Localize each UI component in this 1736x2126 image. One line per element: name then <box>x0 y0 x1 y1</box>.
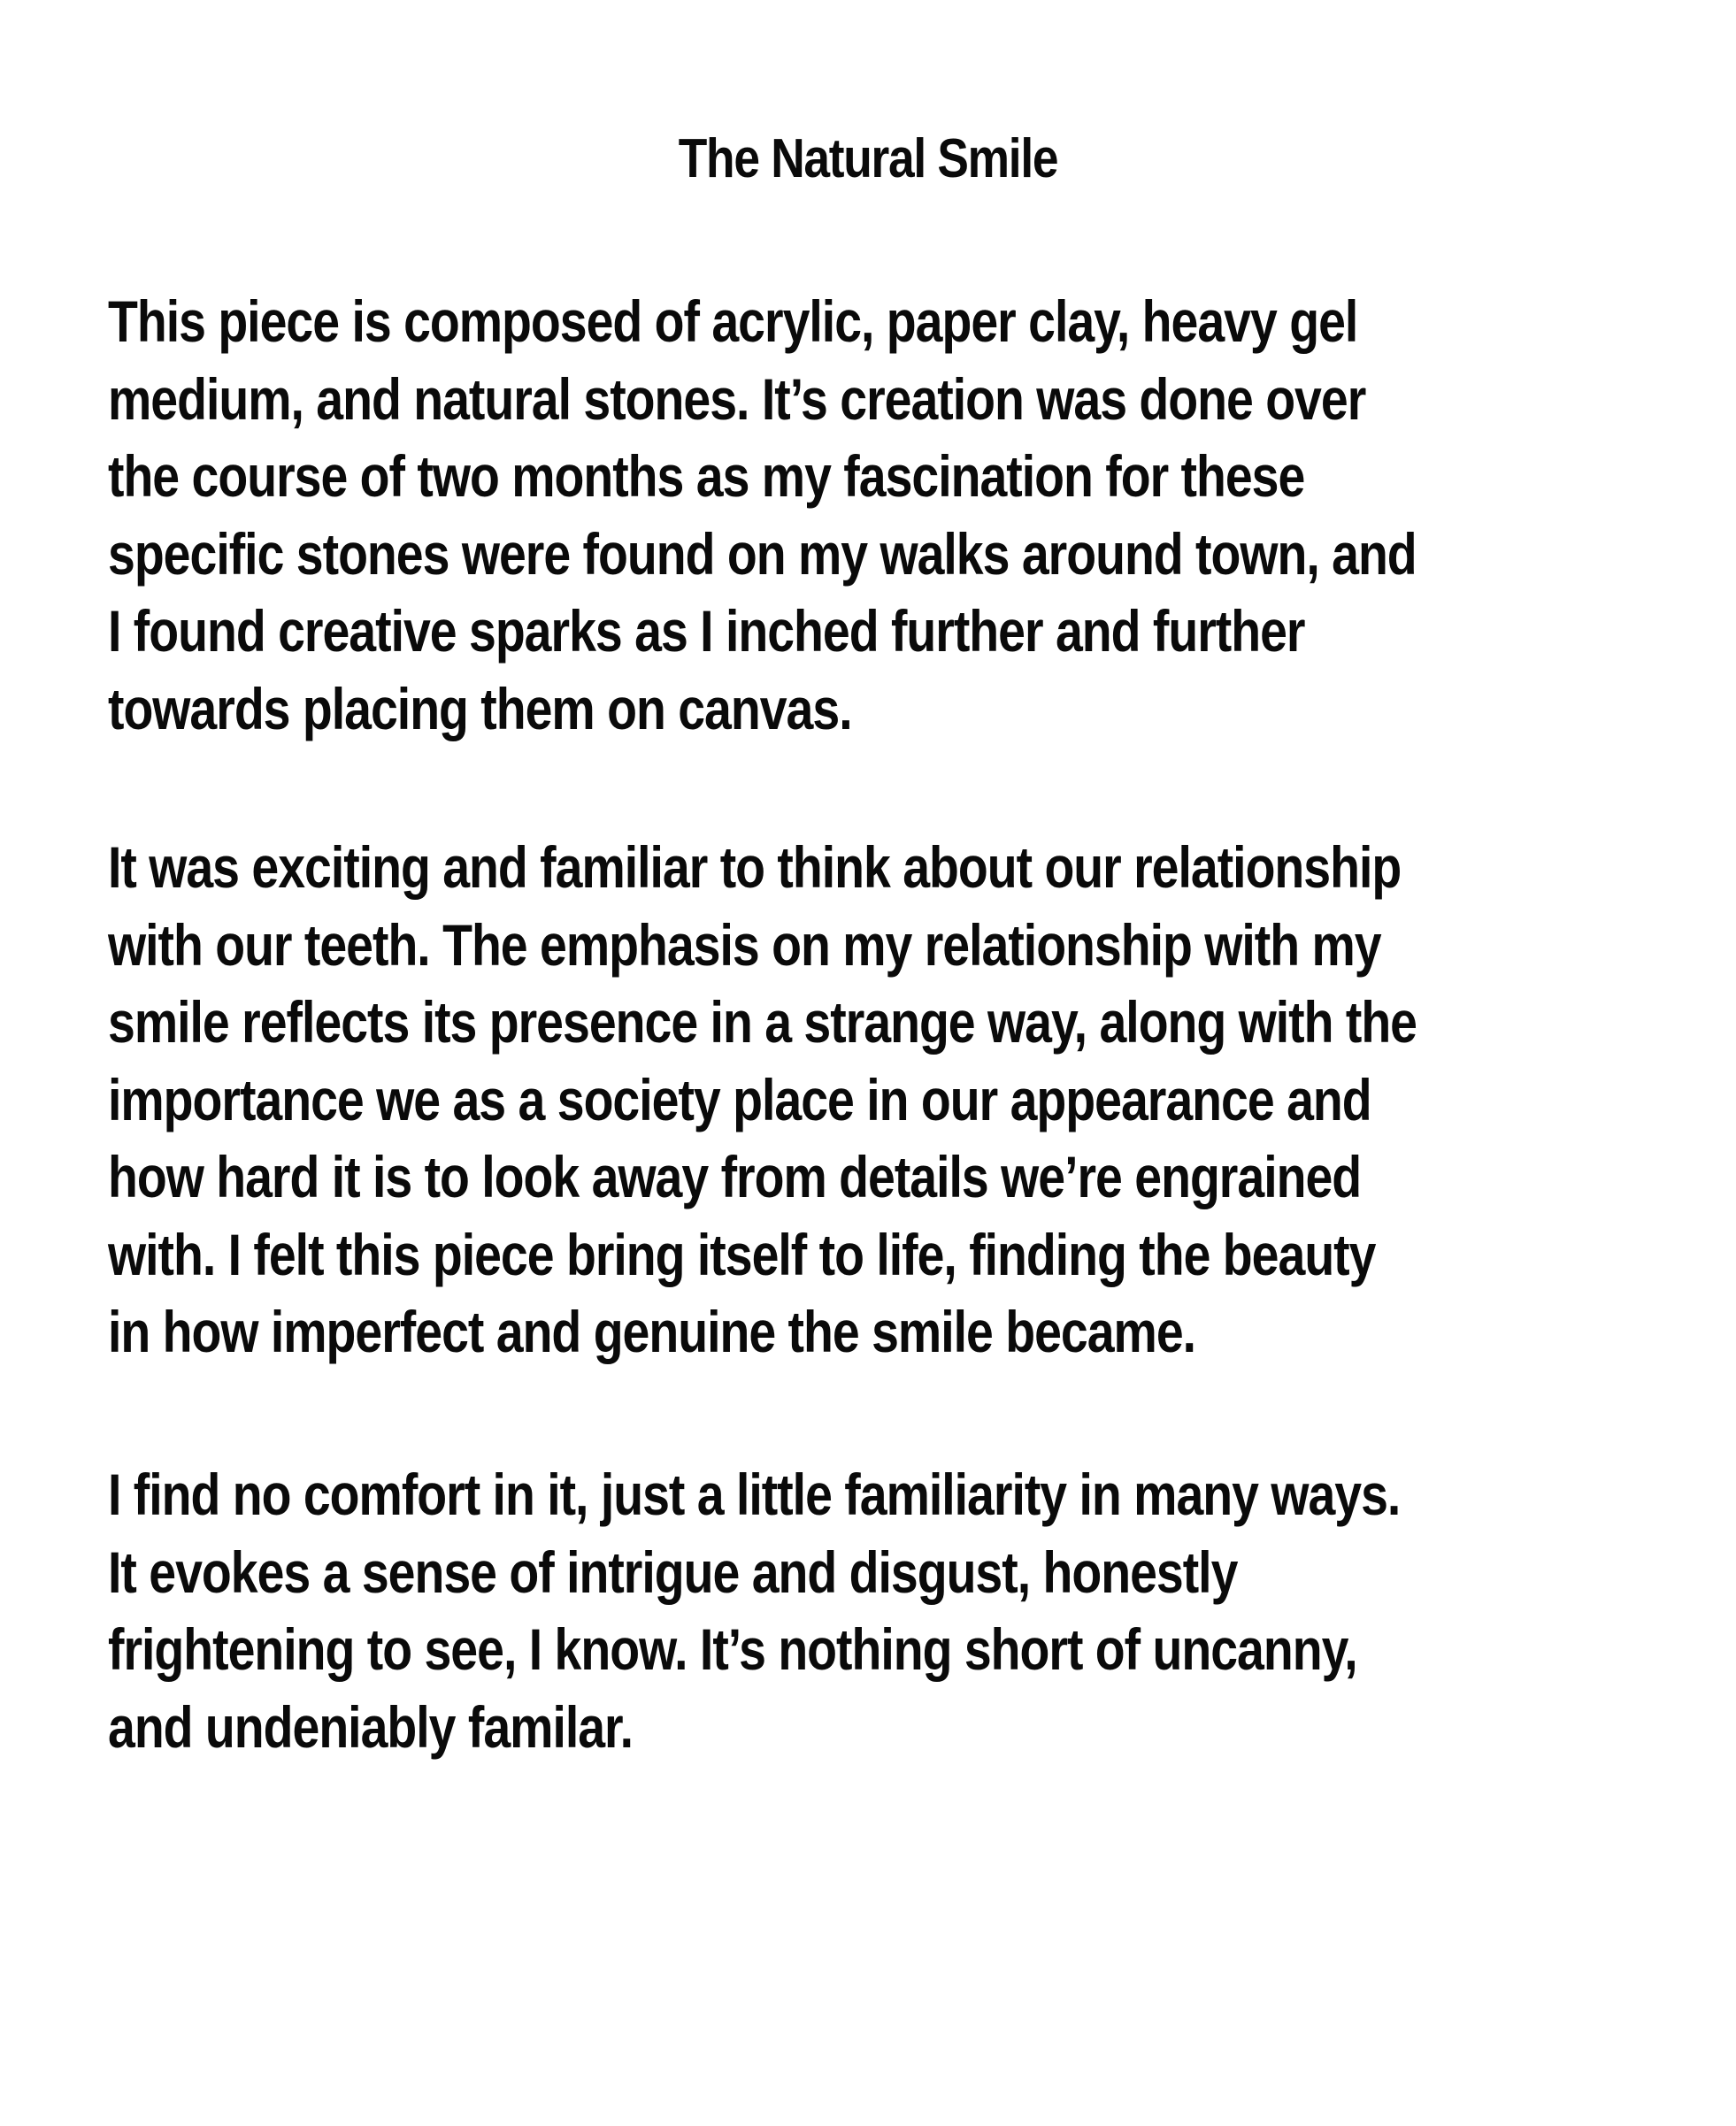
paragraph-feeling <box>108 1456 1639 1766</box>
paragraph-line: specific stones were found on my walks around town, and <box>108 520 1417 587</box>
paragraph-line: importance we as a society place in our appearance and <box>108 1066 1371 1132</box>
paragraph-line: It evokes a sense of intrigue and disgust, honestly <box>108 1539 1238 1605</box>
paragraph-line: I find no comfort in it, just a little familiarity in many ways. <box>108 1462 1401 1527</box>
paragraph-line: towards placing them on canvas. <box>108 675 852 741</box>
paragraph-line: This piece is composed of acrylic, paper clay, heavy gel <box>108 288 1358 354</box>
paragraph-line: how hard it is to look away from details we’re engrained <box>108 1144 1362 1209</box>
paragraph-line: smile reflects its presence in a strange way, along with the <box>108 989 1417 1055</box>
paragraph-relationship <box>108 829 1639 1371</box>
document-title: The Natural Smile <box>678 128 1058 189</box>
paragraph-line: with. I felt this piece bring itself to life, finding the beauty <box>108 1221 1376 1287</box>
paragraph-line: in how imperfect and genuine the smile became. <box>108 1299 1196 1364</box>
paragraph-line: I found creative sparks as I inched further and further <box>108 598 1305 664</box>
paragraph-line: with our teeth. The emphasis on my relationship with my <box>108 911 1381 978</box>
paragraph-line: medium, and natural stones. It’s creation was done over <box>108 365 1366 432</box>
paragraph-line: frightening to see, I know. It’s nothing short of uncanny, <box>108 1616 1357 1682</box>
paragraph-materials <box>108 283 1639 748</box>
paragraph-line: It was exciting and familiar to think about our relationship <box>108 834 1402 900</box>
paragraph-line: and undeniably familar. <box>108 1693 633 1760</box>
paragraph-line: the course of two months as my fascination for these <box>108 443 1305 509</box>
